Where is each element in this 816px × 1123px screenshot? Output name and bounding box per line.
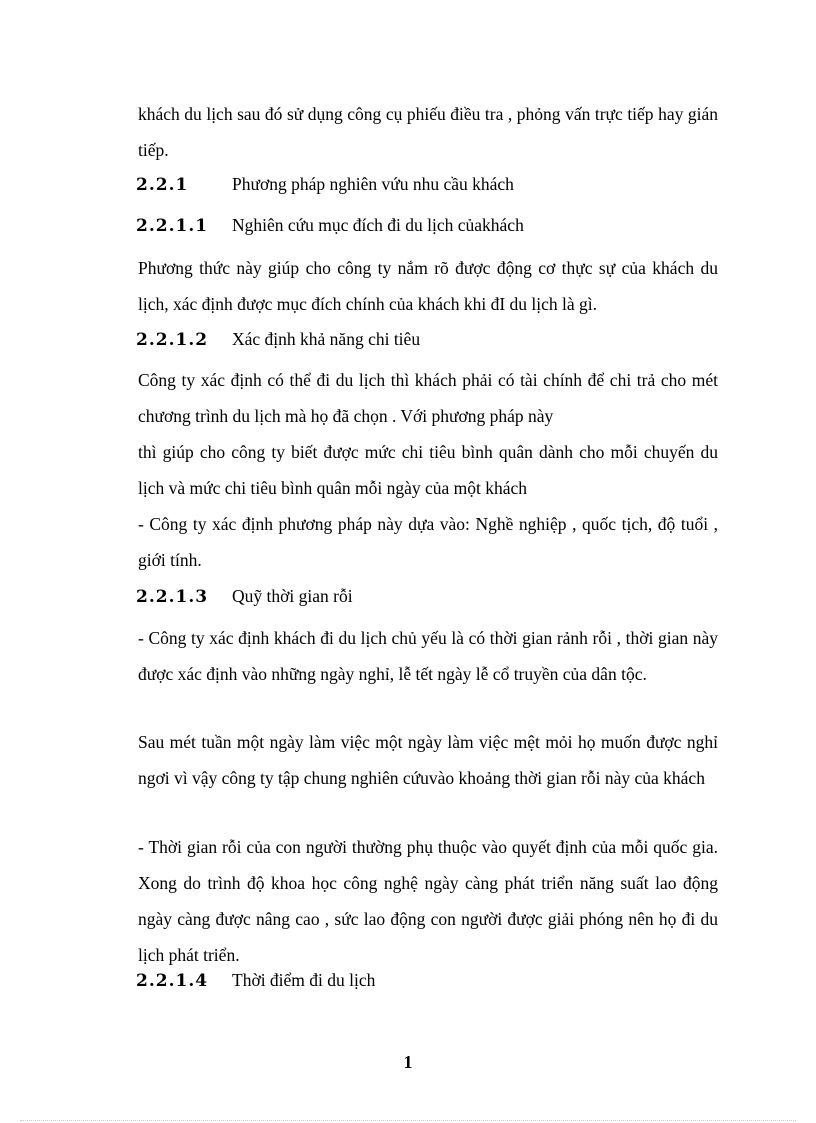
paragraph-free-time-2: Sau mét tuần một ngày làm việc một ngày làm việc mệt mỏi họ muốn được nghỉ ngơi vì vậy công ty tập chung nghiên cứuvào khoảng thời gian rỗi này của khách (138, 732, 718, 788)
heading-number: 2.2.1.1 (136, 216, 209, 236)
heading-number: 2.2.1.3 (136, 587, 209, 607)
page-number: 1 (403, 1052, 413, 1072)
heading-number: 2.2.1.4 (136, 971, 209, 991)
paragraph-spending: Công ty xác định có thể đi du lịch thì khách phải có tài chính để chi trả cho mét chương trình du lịch mà họ đã chọn . Với phương pháp này (138, 370, 718, 426)
paragraph-method-basis: - Công ty xác định phương pháp này dựa vào: Nghề nghiệp , quốc tịch, độ tuổi , giới tính. (138, 514, 718, 570)
heading-2-2-1-1 (136, 215, 524, 236)
paragraph-intro: khách du lịch sau đó sử dụng công cụ phiếu điều tra , phỏng vấn trực tiếp hay gián tiếp. (138, 104, 718, 160)
heading-2-2-1 (136, 174, 514, 195)
heading-2-2-1-2 (136, 329, 420, 350)
heading-number: 2.2.1 (136, 175, 189, 195)
paragraph-free-time: - Công ty xác định khách đi du lịch chủ yếu là có thời gian rảnh rỗi , thời gian này được xác định vào những ngày nghỉ, lễ tết ngày lễ cổ truyền của dân tộc. (138, 628, 718, 684)
heading-text: Thời điểm đi du lịch (232, 970, 376, 990)
page-bottom-divider (20, 1120, 796, 1121)
heading-text: Xác định khả năng chi tiêu (232, 329, 421, 349)
paragraph-spending-2: thì giúp cho công ty biết được mức chi tiêu bình quân dành cho mỗi chuyến du lịch và mức chi tiêu bình quân mỗi ngày của một khách (138, 442, 718, 498)
heading-text: Quỹ thời gian rỗi (232, 586, 353, 606)
heading-2-2-1-3 (136, 586, 353, 607)
heading-text: Phương pháp nghiên vứu nhu cầu khách (232, 174, 514, 194)
paragraph-free-time-3: - Thời gian rỗi của con người thường phụ thuộc vào quyết định của mỗi quốc gia. Xong do trình độ khoa học công nghệ ngày càng phát triển năng suất lao động ngày càng được nâng cao , sức lao động con người được giải phóng nên họ đi du lịch phát triển. (138, 837, 718, 965)
heading-2-2-1-4 (136, 970, 375, 991)
heading-number: 2.2.1.2 (136, 330, 209, 350)
heading-text: Nghiên cứu mục đích đi du lịch củakhách (232, 215, 524, 235)
paragraph-purpose: Phương thức này giúp cho công ty nắm rõ được động cơ thực sự của khách du lịch, xác định được mục đích chính của khách khi đI du lịch là gì. (138, 258, 718, 314)
